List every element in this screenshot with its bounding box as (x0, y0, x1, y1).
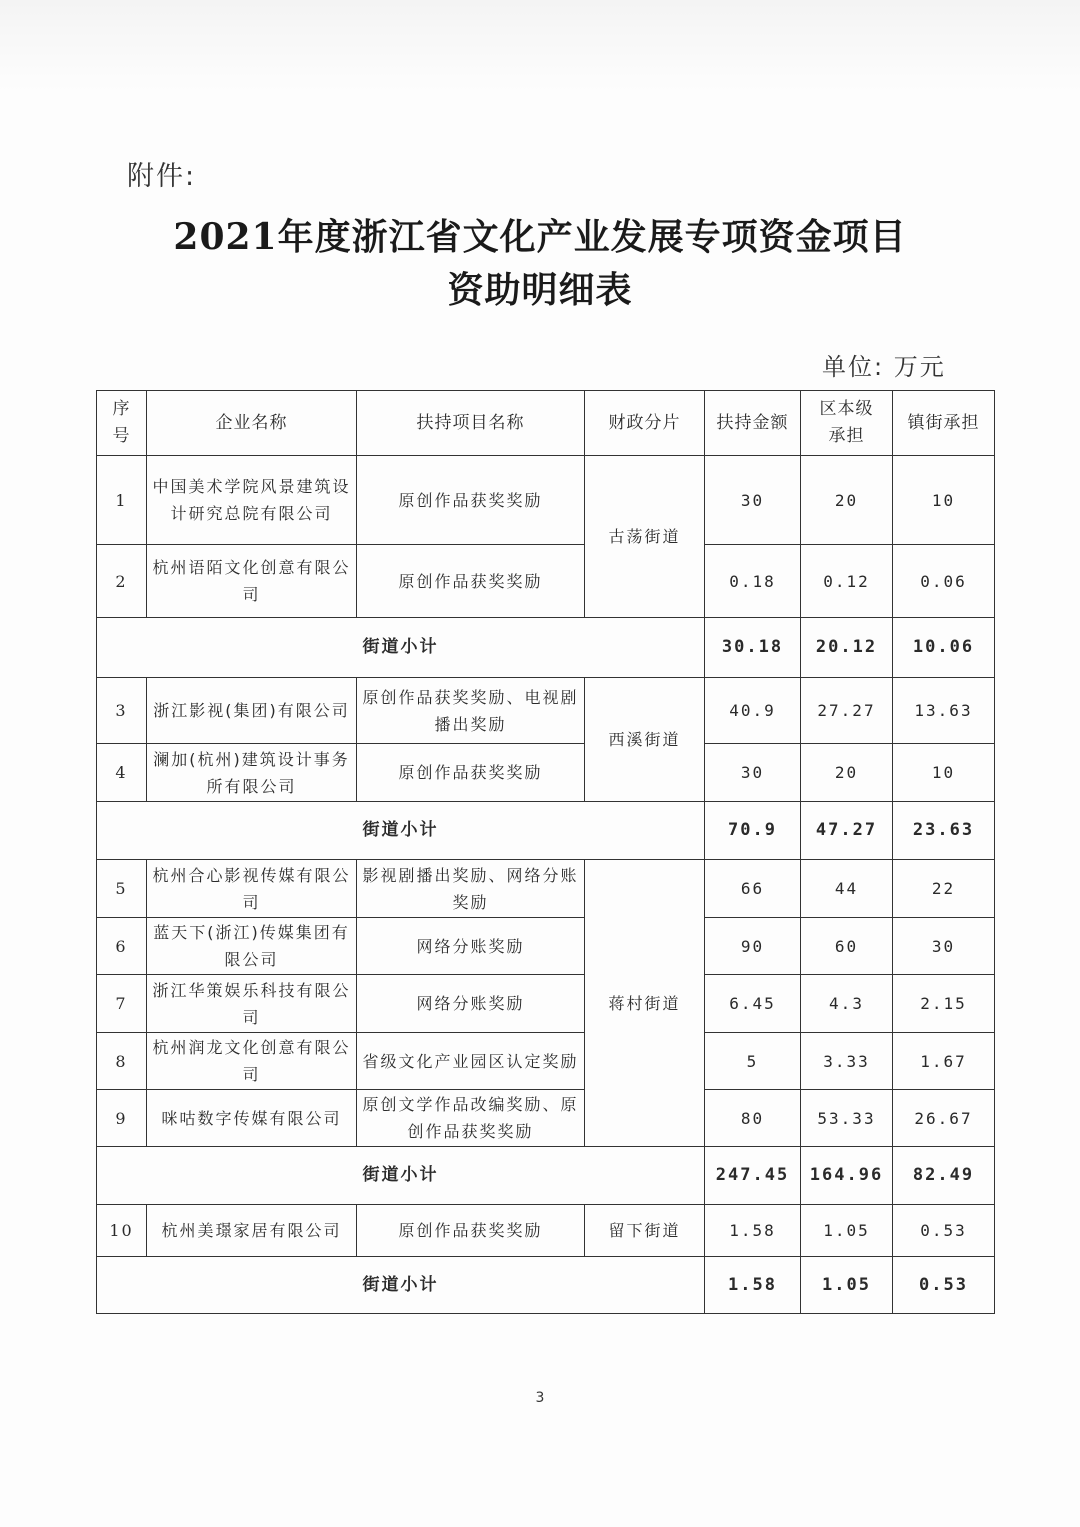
row-street-share: 10 (893, 456, 995, 545)
row-company: 杭州语陌文化创意有限公司 (147, 545, 357, 618)
row-index: 10 (97, 1205, 147, 1257)
row-street-share: 1.67 (893, 1033, 995, 1090)
subtotal-amount: 70.9 (705, 802, 801, 860)
row-project: 网络分账奖励 (357, 918, 585, 975)
subtotal-district-share: 1.05 (801, 1257, 893, 1314)
table-header-row (97, 391, 995, 456)
row-company: 蓝天下(浙江)传媒集团有限公司 (147, 918, 357, 975)
table-row (97, 1090, 995, 1147)
row-amount: 30 (705, 456, 801, 545)
table-row (97, 1033, 995, 1090)
document-title-line-1: 2021年度浙江省文化产业发展专项资金项目 (173, 216, 907, 258)
subtotal-district-share: 47.27 (801, 802, 893, 860)
table-row (97, 860, 995, 918)
document-title-line-2: 资助明细表 (447, 269, 633, 311)
funding-detail-table (96, 390, 995, 1314)
subtotal-label: 街道小计 (97, 1257, 705, 1314)
table-row (97, 744, 995, 802)
subtotal-row (97, 618, 995, 678)
row-project: 原创作品获奖奖励 (357, 456, 585, 545)
page-number: 3 (535, 1390, 545, 1406)
header-amount: 扶持金额 (705, 391, 801, 456)
row-amount: 30 (705, 744, 801, 802)
row-district: 蒋村街道 (585, 860, 705, 1147)
row-index: 8 (97, 1033, 147, 1090)
subtotal-street-share: 82.49 (893, 1147, 995, 1205)
table-row (97, 456, 995, 545)
row-index: 1 (97, 456, 147, 545)
header-district: 财政分片 (585, 391, 705, 456)
row-company: 中国美术学院风景建筑设计研究总院有限公司 (147, 456, 357, 545)
row-index: 9 (97, 1090, 147, 1147)
row-amount: 90 (705, 918, 801, 975)
table-row (97, 1205, 995, 1257)
row-index: 2 (97, 545, 147, 618)
row-district-share: 3.33 (801, 1033, 893, 1090)
subtotal-amount: 1.58 (705, 1257, 801, 1314)
row-street-share: 10 (893, 744, 995, 802)
header-index: 序号 (97, 391, 147, 456)
subtotal-street-share: 23.63 (893, 802, 995, 860)
subtotal-amount: 30.18 (705, 618, 801, 678)
table-row (97, 545, 995, 618)
header-street-level: 镇街承担 (893, 391, 995, 456)
row-project: 网络分账奖励 (357, 975, 585, 1033)
row-district-share: 20 (801, 456, 893, 545)
row-company: 澜加(杭州)建筑设计事务所有限公司 (147, 744, 357, 802)
subtotal-label: 街道小计 (97, 802, 705, 860)
row-company: 浙江影视(集团)有限公司 (147, 678, 357, 744)
row-district-share: 53.33 (801, 1090, 893, 1147)
unit-label: 单位: 万元 (822, 353, 946, 381)
row-district: 西溪街道 (585, 678, 705, 802)
row-project: 原创文学作品改编奖励、原创作品获奖奖励 (357, 1090, 585, 1147)
row-street-share: 2.15 (893, 975, 995, 1033)
row-company: 杭州合心影视传媒有限公司 (147, 860, 357, 918)
row-index: 6 (97, 918, 147, 975)
subtotal-row (97, 1147, 995, 1205)
row-company: 杭州润龙文化创意有限公司 (147, 1033, 357, 1090)
row-amount: 6.45 (705, 975, 801, 1033)
row-street-share: 26.67 (893, 1090, 995, 1147)
attachment-label: 附件: (127, 161, 197, 192)
row-street-share: 13.63 (893, 678, 995, 744)
row-amount: 5 (705, 1033, 801, 1090)
row-project: 省级文化产业园区认定奖励 (357, 1033, 585, 1090)
subtotal-street-share: 0.53 (893, 1257, 995, 1314)
row-district-share: 27.27 (801, 678, 893, 744)
row-project: 影视剧播出奖励、网络分账奖励 (357, 860, 585, 918)
row-district-share: 1.05 (801, 1205, 893, 1257)
row-district-share: 20 (801, 744, 893, 802)
row-district: 留下街道 (585, 1205, 705, 1257)
row-company: 杭州美璟家居有限公司 (147, 1205, 357, 1257)
header-company: 企业名称 (147, 391, 357, 456)
row-project: 原创作品获奖奖励 (357, 1205, 585, 1257)
subtotal-district-share: 20.12 (801, 618, 893, 678)
row-index: 5 (97, 860, 147, 918)
row-company: 浙江华策娱乐科技有限公司 (147, 975, 357, 1033)
row-company: 咪咕数字传媒有限公司 (147, 1090, 357, 1147)
row-amount: 0.18 (705, 545, 801, 618)
row-street-share: 22 (893, 860, 995, 918)
row-district-share: 4.3 (801, 975, 893, 1033)
row-amount: 40.9 (705, 678, 801, 744)
row-amount: 1.58 (705, 1205, 801, 1257)
row-street-share: 30 (893, 918, 995, 975)
row-district-share: 44 (801, 860, 893, 918)
row-amount: 80 (705, 1090, 801, 1147)
subtotal-row (97, 1257, 995, 1314)
row-district-share: 0.12 (801, 545, 893, 618)
row-project: 原创作品获奖奖励 (357, 744, 585, 802)
subtotal-row (97, 802, 995, 860)
subtotal-label: 街道小计 (97, 1147, 705, 1205)
header-project: 扶持项目名称 (357, 391, 585, 456)
row-street-share: 0.06 (893, 545, 995, 618)
subtotal-amount: 247.45 (705, 1147, 801, 1205)
row-index: 7 (97, 975, 147, 1033)
row-index: 3 (97, 678, 147, 744)
table-row (97, 918, 995, 975)
row-amount: 66 (705, 860, 801, 918)
row-street-share: 0.53 (893, 1205, 995, 1257)
row-district-share: 60 (801, 918, 893, 975)
table-row (97, 678, 995, 744)
row-project: 原创作品获奖奖励 (357, 545, 585, 618)
header-district-level: 区本级承担 (801, 391, 893, 456)
subtotal-district-share: 164.96 (801, 1147, 893, 1205)
subtotal-street-share: 10.06 (893, 618, 995, 678)
row-district: 古荡街道 (585, 456, 705, 618)
row-project: 原创作品获奖奖励、电视剧播出奖励 (357, 678, 585, 744)
subtotal-label: 街道小计 (97, 618, 705, 678)
row-index: 4 (97, 744, 147, 802)
table-row (97, 975, 995, 1033)
